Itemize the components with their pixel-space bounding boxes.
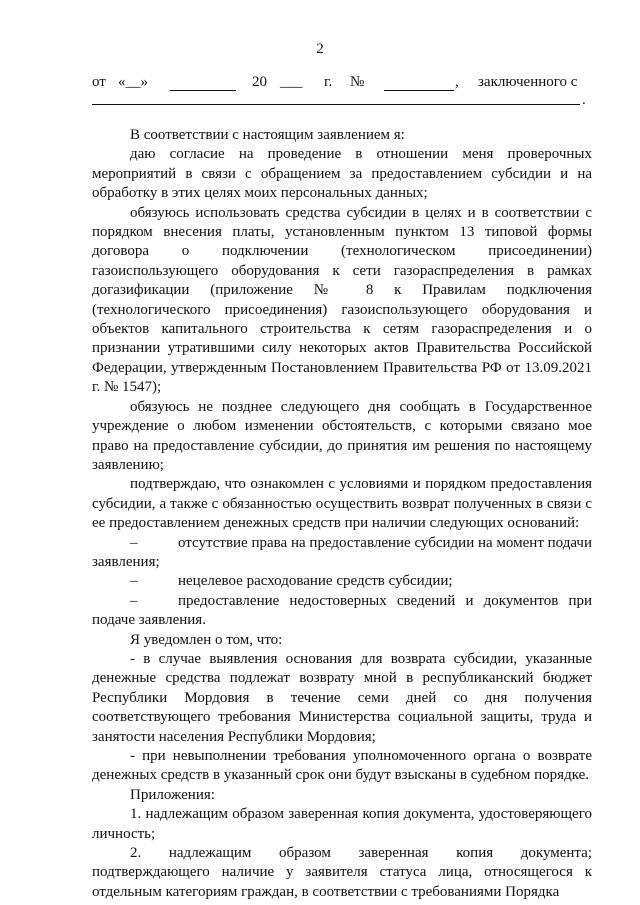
dash-mark: – [130, 534, 138, 551]
dash-item-text: нецелевое расходование средств субсидии; [178, 573, 453, 590]
day-placeholder: «__» [118, 74, 148, 90]
statement-paragraph: даю согласие на проведение в отношении меня проверочных мероприятий в связи с обращением за предоставлением субсидии и на обработку в этих целях моих персональных данных; [92, 146, 592, 202]
comma: , [455, 74, 459, 90]
year-g-label: г. [324, 74, 333, 90]
dash-list-item [92, 572, 592, 591]
page-number: 2 [316, 41, 324, 57]
statement-paragraph: Приложения: [130, 786, 215, 803]
concluded-with-label: заключенного с [478, 74, 578, 90]
dash-list-item [92, 592, 592, 631]
statement-paragraph: подтверждаю, что ознакомлен с условиями и порядком предоставления субсидии, а также с обязанностью осуществить возврат полученных в связи с ее предоставлением денежных средств при наличии следующих оснований: [92, 476, 592, 532]
statement-paragraph: обязуюсь использовать средства субсидии в целях и в соответствии с порядком внесения платы, установленным пунктом 13 типовой формы договора о подключении (технологическом присоединении) газоиспользующего оборудования к сети газораспределения в рамках догазификации (приложение № 8 к Правилам подключения (технологического присоединения) газоиспользующего оборудования и объектов капитального строительства к сетям газораспределения и о признании утратившими силу некоторых актов Правительства Российской Федерации, утвержденным Постановлением Правительства РФ от 13.09.2021 г. № 1547); [92, 204, 592, 396]
counterparty-blank-line [92, 104, 580, 105]
ot-label: от [92, 74, 106, 90]
statement-paragraph: обязуюсь не позднее следующего дня сообщать в Государственное учреждение о любом изменении обстоятельств, с которыми связано мое право на предоставление субсидии, до принятия им решения по настоящему заявлению; [92, 398, 592, 473]
month-blank [170, 90, 236, 91]
number-sign: № [350, 74, 365, 90]
line-end-dot: . [582, 92, 586, 108]
statement-paragraph: Я уведомлен о том, что: [130, 631, 283, 648]
number-blank [384, 90, 454, 91]
statement-paragraph: 1. надлежащим образом заверенная копия документа, удостоверяющего личность; [92, 806, 592, 842]
statement-body [92, 126, 592, 902]
dash-mark: – [130, 592, 138, 609]
dash-mark: – [130, 573, 138, 590]
statement-paragraph: - при невыполнении требования уполномоченного органа о возврате денежных средств в указанный срок они будут взысканы в судебном порядке. [92, 748, 592, 784]
contract-date-line [92, 74, 592, 94]
dash-list-item [92, 534, 592, 573]
year-suffix: ___ [280, 74, 303, 90]
statement-paragraph: - в случае выявления основания для возврата субсидии, указанные денежные средства подлежат возврату мной в республиканский бюджет Республики Мордовия в течение семи дней со дня получения соответствующего требования Министерства социальной защиты, труда и занятости населения Республики Мордовия; [92, 650, 592, 745]
dash-item-text: предоставление недостоверных сведений и документов при подаче заявления. [92, 592, 592, 629]
statement-paragraph: В соответствии с настоящим заявлением я: [130, 127, 405, 143]
year-prefix: 20 [252, 74, 267, 90]
dash-item-text: отсутствие права на предоставление субсидии на момент подачи заявления; [92, 534, 592, 570]
statement-paragraph: 2. надлежащим образом заверенная копия документа; подтверждающего наличие у заявителя статуса лица, относящегося к отдельным категориям граждан, в соответствии с требованиями Порядка [92, 845, 592, 900]
